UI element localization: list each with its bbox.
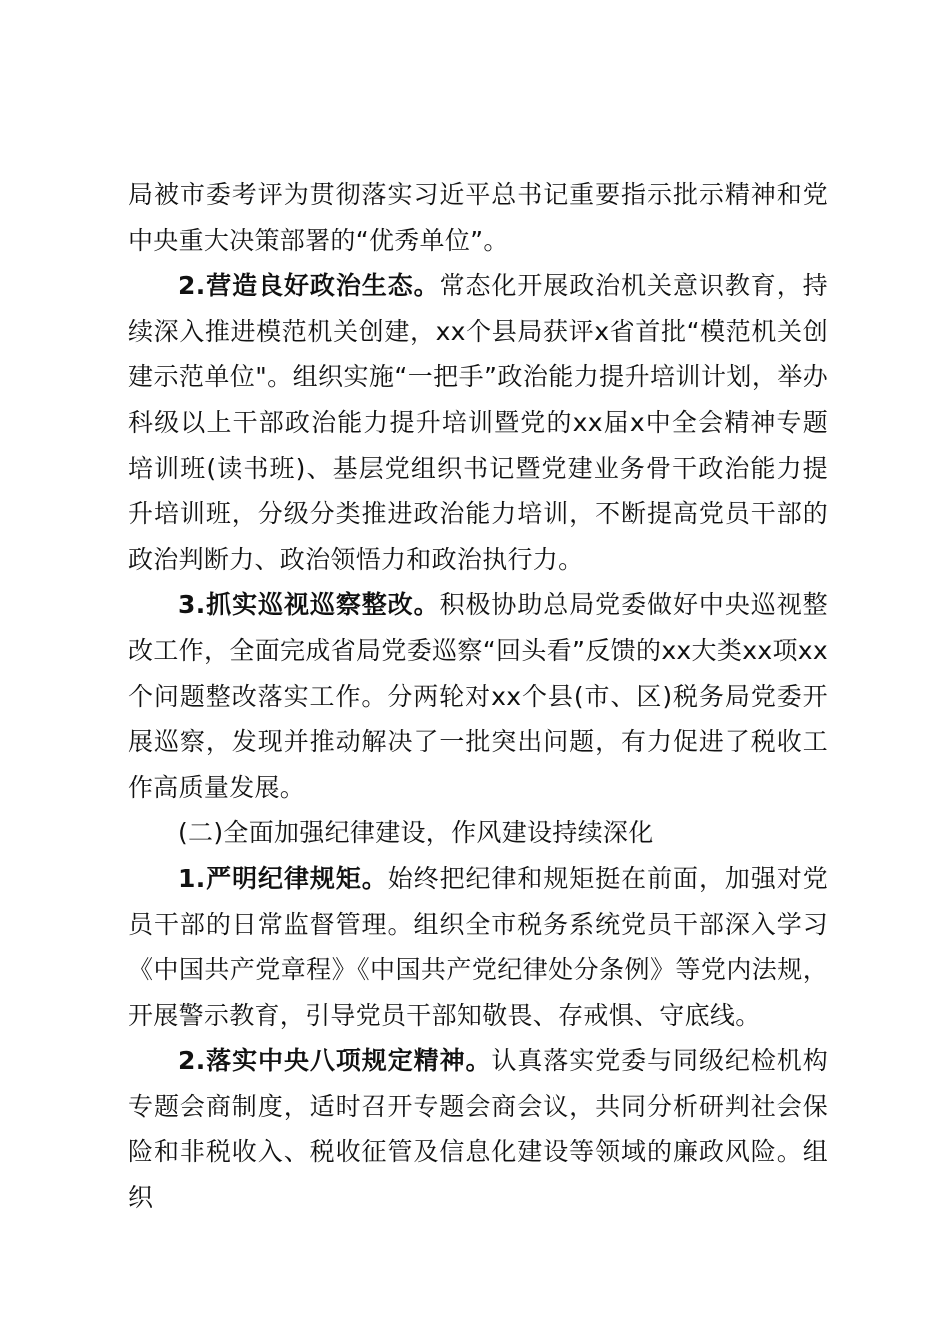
paragraph-3-heading: 3.抓实巡视巡察整改。 bbox=[178, 590, 440, 620]
paragraph-6-heading: 2.落实中央八项规定精神。 bbox=[178, 1046, 492, 1076]
paragraph-5-heading: 1.严明纪律规矩。 bbox=[178, 863, 388, 893]
section-heading bbox=[128, 810, 828, 856]
paragraph-3-text: 积极协助总局党委做好中央巡视整改工作，全面完成省局党委巡察“回头看”反馈的xx大类xx项xx个问题整改落实工作。分两轮对xx个县(市、区)税务局党委开展巡察，发现并推动解决了一批突出问题，有力促进了税收工作高质量发展。 bbox=[128, 590, 828, 802]
paragraph-6-text: 认真落实党委与同级纪检机构专题会商制度，适时召开专题会商会议，共同分析研判社会保险和非税收入、税收征管及信息化建设等领域的廉政风险。组织 bbox=[128, 1046, 829, 1213]
paragraph-2-heading: 2.营造良好政治生态。 bbox=[178, 271, 440, 301]
paragraph-5-text: 始终把纪律和规矩挺在前面，加强对党员干部的日常监督管理。组织全市税务系统党员干部深入学习《中国共产党章程》《中国共产党纪律处分条例》等党内法规，开展警示教育，引导党员干部知敬畏、存戒惧、守底线。 bbox=[128, 863, 829, 1030]
paragraph-6 bbox=[128, 1038, 828, 1220]
paragraph-2-text: 常态化开展政治机关意识教育，持续深入推进模范机关创建，xx个县局获评x省首批“模范机关创建示范单位"。组织实施“一把手”政治能力提升培训计划，举办科级以上干部政治能力提升培训暨党的xx届x中全会精神专题培训班(读书班)、基层党组织书记暨党建业务骨干政治能力提升培训班，分级分类推进政治能力培训，不断提高党员干部的政治判断力、政治领悟力和政治执行力。 bbox=[128, 271, 828, 574]
paragraph-1 bbox=[128, 172, 828, 263]
paragraph-2 bbox=[128, 263, 828, 582]
paragraph-5 bbox=[128, 856, 828, 1038]
document-body bbox=[128, 172, 828, 1221]
section-heading-text: (二)全面加强纪律建设，作风建设持续深化 bbox=[178, 818, 654, 848]
paragraph-3 bbox=[128, 582, 828, 810]
paragraph-1-text: 局被市委考评为贯彻落实习近平总书记重要指示批示精神和党中央重大决策部署的“优秀单位”。 bbox=[128, 180, 828, 255]
